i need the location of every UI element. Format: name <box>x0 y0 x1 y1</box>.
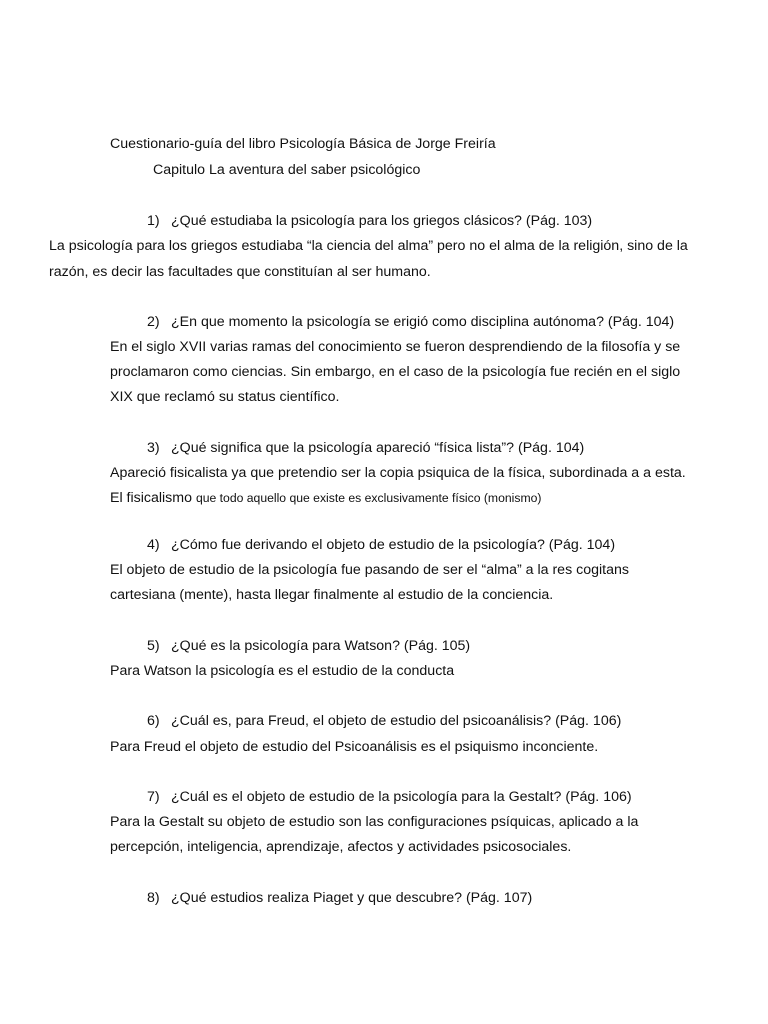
question-8 <box>147 889 532 907</box>
answer-3-line-2 <box>110 489 541 507</box>
question-1 <box>147 212 592 230</box>
question-number: 7) <box>147 789 160 805</box>
question-text: ¿Cómo fue derivando el objeto de estudio de la psicología? (Pág. 104) <box>171 537 616 553</box>
question-3 <box>147 439 584 457</box>
answer-7-line-2: percepción, inteligencia, aprendizaje, afectos y actividades psicosociales. <box>110 839 572 855</box>
answer-1-line-1: La psicología para los griegos estudiaba “la ciencia del alma” pero no el alma de la religión, sino de la <box>49 238 688 254</box>
question-text: ¿Qué estudiaba la psicología para los griegos clásicos? (Pág. 103) <box>171 213 593 229</box>
question-6 <box>147 712 621 730</box>
question-text: ¿Qué estudios realiza Piaget y que descubre? (Pág. 107) <box>171 890 533 906</box>
document-title: Cuestionario-guía del libro Psicología Básica de Jorge Freiría <box>110 136 496 152</box>
answer-4-line-1: El objeto de estudio de la psicología fue pasando de ser el “alma” a la res cogitans <box>110 562 629 578</box>
answer-7-line-1: Para la Gestalt su objeto de estudio son las configuraciones psíquicas, aplicado a la <box>110 814 639 830</box>
question-number: 1) <box>147 213 160 229</box>
answer-4-line-2: cartesiana (mente), hasta llegar finalmente al estudio de la conciencia. <box>110 587 554 603</box>
answer-3-small-text: que todo aquello que existe es exclusivamente físico (monismo) <box>195 491 542 505</box>
chapter-subtitle: Capitulo La aventura del saber psicológico <box>153 162 421 178</box>
question-number: 8) <box>147 890 160 906</box>
answer-2-line-3: XIX que reclamó su status científico. <box>110 389 340 405</box>
question-number: 6) <box>147 713 160 729</box>
answer-3-lead: El fisicalismo <box>110 490 196 506</box>
question-number: 5) <box>147 638 160 654</box>
question-text: ¿Cuál es el objeto de estudio de la psicología para la Gestalt? (Pág. 106) <box>171 789 632 805</box>
answer-3-line-1: Apareció fisicalista ya que pretendio ser la copia psiquica de la física, subordinada a a esta. <box>110 465 686 481</box>
answer-2-line-1: En el siglo XVII varias ramas del conocimiento se fueron desprendiendo de la filosofía y se <box>110 339 681 355</box>
question-2 <box>147 313 674 331</box>
question-7 <box>147 788 632 806</box>
answer-2-line-2: proclamaron como ciencias. Sin embargo, en el caso de la psicología fue recién en el siglo <box>110 364 681 380</box>
answer-5-line-1: Para Watson la psicología es el estudio de la conducta <box>110 663 455 679</box>
answer-6-line-1: Para Freud el objeto de estudio del Psicoanálisis es el psiquismo inconciente. <box>110 739 599 755</box>
question-text: ¿En que momento la psicología se erigió como disciplina autónoma? (Pág. 104) <box>171 314 675 330</box>
question-text: ¿Qué significa que la psicología apareció “física lista”? (Pág. 104) <box>171 440 585 456</box>
question-4 <box>147 536 615 554</box>
question-text: ¿Qué es la psicología para Watson? (Pág. 105) <box>171 638 471 654</box>
question-number: 3) <box>147 440 160 456</box>
question-number: 4) <box>147 537 160 553</box>
answer-1-line-2: razón, es decir las facultades que constituían al ser humano. <box>49 264 431 280</box>
question-text: ¿Cuál es, para Freud, el objeto de estudio del psicoanálisis? (Pág. 106) <box>171 713 622 729</box>
question-number: 2) <box>147 314 160 330</box>
question-5 <box>147 637 470 655</box>
